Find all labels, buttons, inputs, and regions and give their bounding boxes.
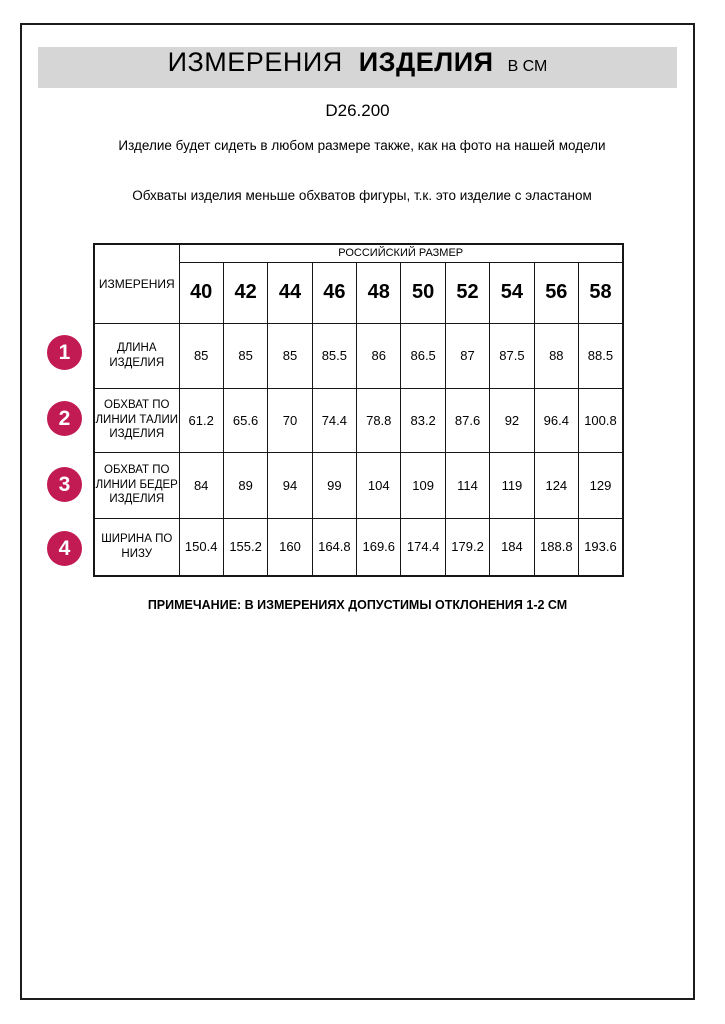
intro-paragraph-elastane: Обхваты изделия меньше обхватов фигуры, т.к. это изделие с эластаном [132, 188, 592, 203]
size-header: 40 [179, 262, 223, 323]
value-cell: 88.5 [579, 323, 623, 388]
value-cell: 184 [490, 518, 534, 576]
value-cell: 124 [534, 452, 578, 518]
value-cell: 100.8 [579, 388, 623, 452]
value-cell: 85 [223, 323, 267, 388]
value-cell: 129 [579, 452, 623, 518]
value-cell: 150.4 [179, 518, 223, 576]
russian-size-group-header: РОССИЙСКИЙ РАЗМЕР [179, 244, 623, 262]
row-label-waist: ОБХВАТ ПО ЛИНИИ ТАЛИИ ИЗДЕЛИЯ [94, 388, 179, 452]
size-header: 58 [579, 262, 623, 323]
size-header: 52 [445, 262, 489, 323]
row-number-badge-1: 1 [47, 335, 82, 370]
value-cell: 87 [445, 323, 489, 388]
size-header: 50 [401, 262, 445, 323]
value-cell: 160 [268, 518, 312, 576]
table-row-length [94, 323, 623, 388]
size-header: 56 [534, 262, 578, 323]
row-number-badge-2: 2 [47, 401, 82, 436]
value-cell: 164.8 [312, 518, 356, 576]
value-cell: 74.4 [312, 388, 356, 452]
measurements-column-header: ИЗМЕРЕНИЯ [94, 244, 179, 323]
value-cell: 84 [179, 452, 223, 518]
value-cell: 70 [268, 388, 312, 452]
value-cell: 94 [268, 452, 312, 518]
value-cell: 88 [534, 323, 578, 388]
value-cell: 89 [223, 452, 267, 518]
size-header: 42 [223, 262, 267, 323]
row-label-bottom-width: ШИРИНА ПО НИЗУ [94, 518, 179, 576]
size-header: 44 [268, 262, 312, 323]
value-cell: 65.6 [223, 388, 267, 452]
title-word-product: ИЗДЕЛИЯ [358, 47, 494, 77]
value-cell: 86 [357, 323, 401, 388]
value-cell: 109 [401, 452, 445, 518]
size-table [93, 243, 624, 577]
value-cell: 155.2 [223, 518, 267, 576]
value-cell: 61.2 [179, 388, 223, 452]
value-cell: 83.2 [401, 388, 445, 452]
value-cell: 92 [490, 388, 534, 452]
size-header: 46 [312, 262, 356, 323]
value-cell: 104 [357, 452, 401, 518]
title-word-measurements: ИЗМЕРЕНИЯ [167, 47, 343, 77]
value-cell: 86.5 [401, 323, 445, 388]
row-number-badge-4: 4 [47, 531, 82, 566]
row-label-hips: ОБХВАТ ПО ЛИНИИ БЕДЕР ИЗДЕЛИЯ [94, 452, 179, 518]
value-cell: 96.4 [534, 388, 578, 452]
intro-paragraph-fit: Изделие будет сидеть в любом размере также, как на фото на нашей модели [118, 138, 606, 153]
value-cell: 99 [312, 452, 356, 518]
title-bar [38, 47, 677, 88]
value-cell: 188.8 [534, 518, 578, 576]
value-cell: 87.6 [445, 388, 489, 452]
value-cell: 78.8 [357, 388, 401, 452]
tolerance-note: ПРИМЕЧАНИЕ: В ИЗМЕРЕНИЯХ ДОПУСТИМЫ ОТКЛОНЕНИЯ 1-2 СМ [147, 598, 568, 612]
value-cell: 179.2 [445, 518, 489, 576]
value-cell: 174.4 [401, 518, 445, 576]
title-unit-cm: В СМ [507, 58, 548, 75]
table-group-header-row [94, 244, 623, 262]
size-header: 48 [357, 262, 401, 323]
value-cell: 85 [268, 323, 312, 388]
value-cell: 85.5 [312, 323, 356, 388]
size-header: 54 [490, 262, 534, 323]
row-number-badge-3: 3 [47, 467, 82, 502]
value-cell: 114 [445, 452, 489, 518]
value-cell: 87.5 [490, 323, 534, 388]
product-code: D26.200 [325, 101, 390, 120]
row-label-length: ДЛИНА ИЗДЕЛИЯ [94, 323, 179, 388]
table-row-waist [94, 388, 623, 452]
table-row-bottom-width [94, 518, 623, 576]
table-row-hips [94, 452, 623, 518]
value-cell: 85 [179, 323, 223, 388]
value-cell: 119 [490, 452, 534, 518]
value-cell: 169.6 [357, 518, 401, 576]
value-cell: 193.6 [579, 518, 623, 576]
